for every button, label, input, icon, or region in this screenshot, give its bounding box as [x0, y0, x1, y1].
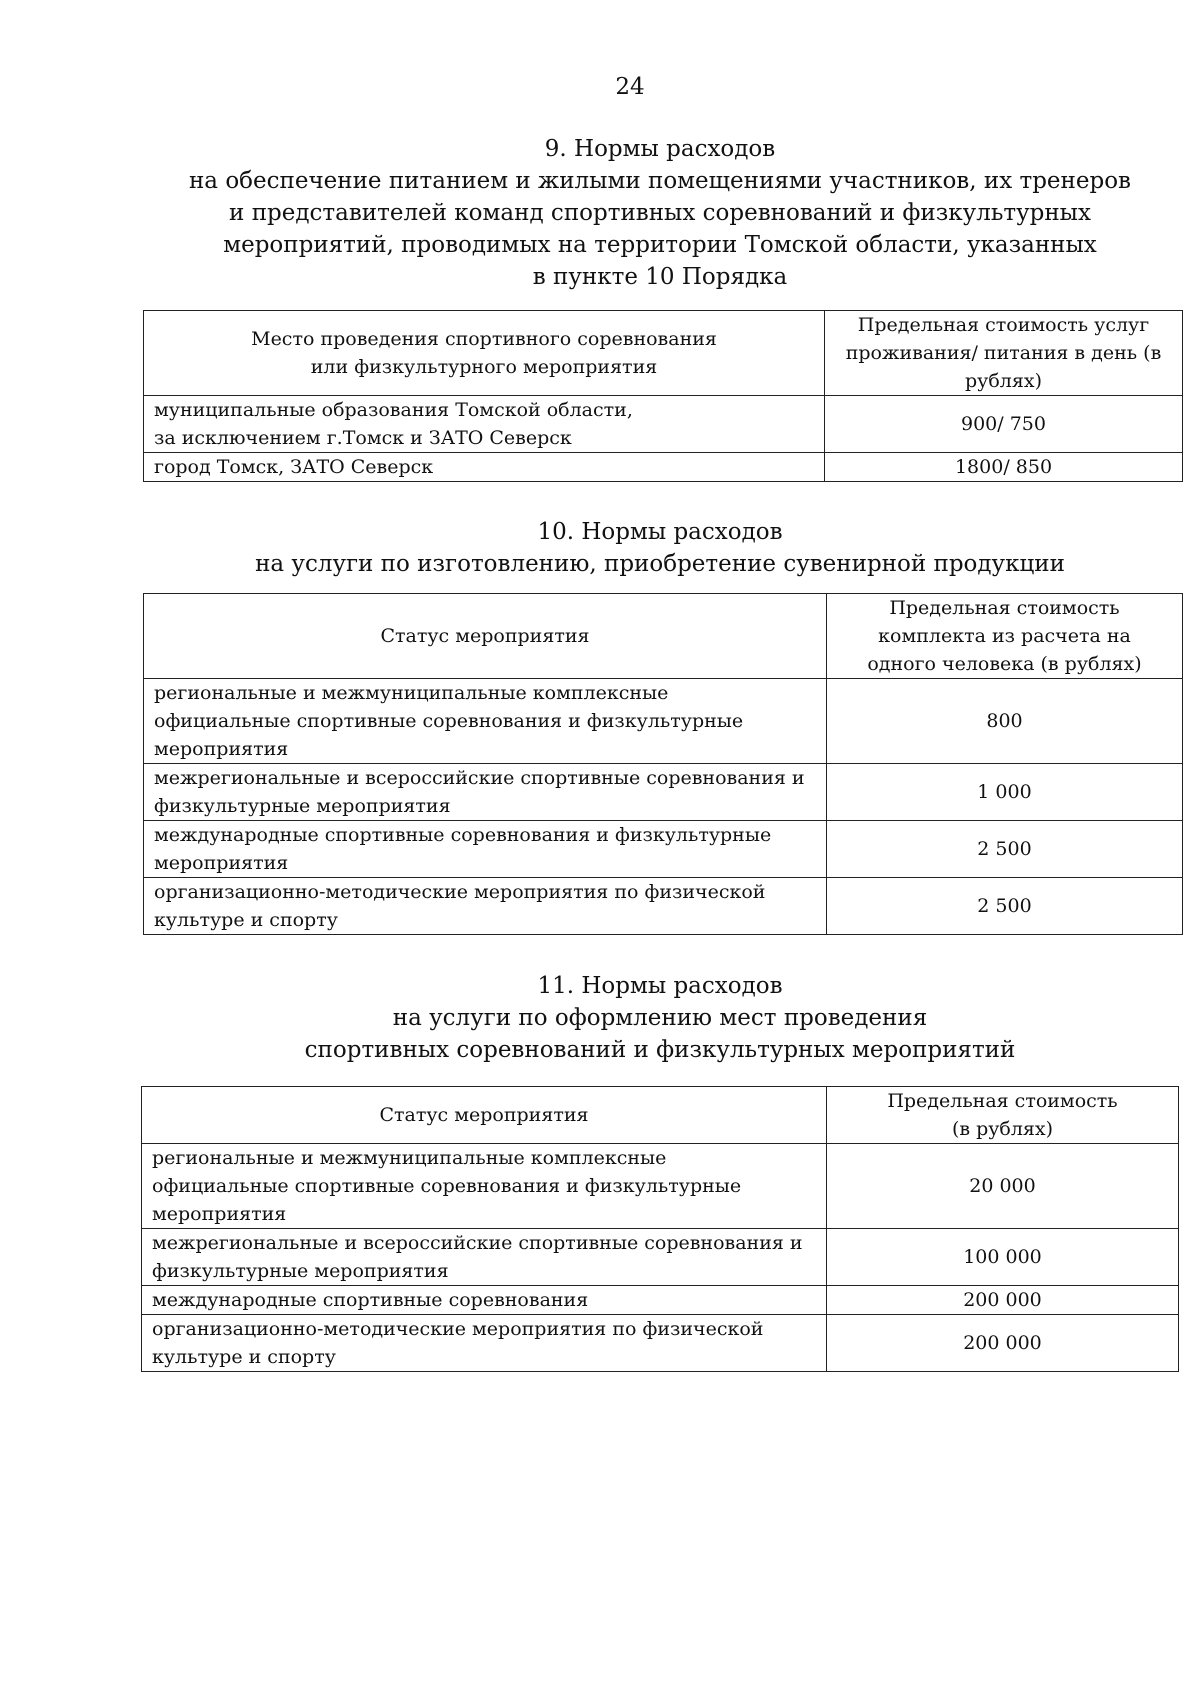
heading-line: в пункте 10 Порядка: [532, 264, 788, 290]
table-row: [142, 1229, 1179, 1286]
heading-line: мероприятий, проводимых на территории Томской области, указанных: [223, 232, 1097, 258]
label-line: региональные и межмуниципальные комплексные: [154, 682, 669, 704]
label-line: физкультурные мероприятия: [152, 1260, 449, 1282]
label-line: культуре и спорту: [152, 1346, 336, 1368]
column-header-cost: [825, 311, 1183, 396]
label-line: официальные спортивные соревнования и физкультурные: [154, 710, 744, 732]
row-label: [142, 1229, 827, 1286]
column-header-place: [144, 311, 825, 396]
row-label: [142, 1315, 827, 1372]
heading-line: на обеспечение питанием и жилыми помещениями участников, их тренеров: [188, 168, 1132, 194]
row-label: [144, 764, 827, 821]
label-line: организационно-методические мероприятия по физической: [152, 1318, 764, 1340]
section-11-table: [141, 1086, 1179, 1372]
label-line: за исключением г.Томск и ЗАТО Северск: [154, 427, 572, 449]
row-value: 2 500: [827, 821, 1183, 878]
section-9-heading: [145, 133, 1175, 293]
heading-line: 11. Нормы расходов: [537, 973, 783, 999]
row-value: 800: [827, 679, 1183, 764]
header-line: Предельная стоимость услуг: [857, 314, 1150, 336]
page-number: 24: [615, 74, 645, 100]
table-header-row: [144, 594, 1183, 679]
row-label: [144, 396, 825, 453]
label-line: региональные и межмуниципальные комплексные: [152, 1147, 667, 1169]
table-row: [144, 679, 1183, 764]
label-line: культуре и спорту: [154, 909, 338, 931]
row-value: 1800/ 850: [825, 453, 1183, 482]
table-row: [142, 1315, 1179, 1372]
table-row: [144, 764, 1183, 821]
table-row: [144, 878, 1183, 935]
column-header-cost: [827, 594, 1183, 679]
heading-line: спортивных соревнований и физкультурных мероприятий: [304, 1037, 1016, 1063]
row-label: [144, 679, 827, 764]
row-value: 200 000: [827, 1315, 1179, 1372]
header-line: одного человека (в рублях): [867, 653, 1142, 675]
row-value: 900/ 750: [825, 396, 1183, 453]
label-line: официальные спортивные соревнования и физкультурные: [152, 1175, 742, 1197]
heading-line: на услуги по оформлению мест проведения: [392, 1005, 928, 1031]
label-line: физкультурные мероприятия: [154, 795, 451, 817]
header-line: Статус мероприятия: [380, 625, 590, 647]
table-row: [144, 821, 1183, 878]
header-line: Предельная стоимость: [887, 1090, 1118, 1112]
header-line: или физкультурного мероприятия: [310, 356, 658, 378]
label-line: мероприятия: [154, 738, 289, 760]
row-label: [142, 1144, 827, 1229]
header-line: Статус мероприятия: [379, 1104, 589, 1126]
table-row: [142, 1144, 1179, 1229]
row-value: 20 000: [827, 1144, 1179, 1229]
column-header-cost: [827, 1087, 1179, 1144]
label-line: международные спортивные соревнования: [152, 1289, 589, 1311]
row-label: [144, 821, 827, 878]
label-line: мероприятия: [152, 1203, 287, 1225]
header-line: проживания/ питания в день (в: [845, 342, 1162, 364]
heading-line: и представителей команд спортивных соревнований и физкультурных: [229, 200, 1091, 226]
table-row: [144, 453, 1183, 482]
row-value: 1 000: [827, 764, 1183, 821]
header-line: Место проведения спортивного соревнования: [251, 328, 717, 350]
table-header-row: [142, 1087, 1179, 1144]
label-line: муниципальные образования Томской области,: [154, 399, 633, 421]
table-row: [144, 396, 1183, 453]
row-value: 2 500: [827, 878, 1183, 935]
heading-line: 9. Нормы расходов: [544, 136, 776, 162]
label-line: организационно-методические мероприятия по физической: [154, 881, 766, 903]
column-header-status: [144, 594, 827, 679]
label-line: мероприятия: [154, 852, 289, 874]
table-row: [142, 1286, 1179, 1315]
row-label: [142, 1286, 827, 1315]
heading-line: 10. Нормы расходов: [537, 519, 783, 545]
row-value: 100 000: [827, 1229, 1179, 1286]
header-line: Предельная стоимость: [889, 597, 1120, 619]
header-line: комплекта из расчета на: [878, 625, 1131, 647]
row-value: 200 000: [827, 1286, 1179, 1315]
section-9-table: [143, 310, 1183, 482]
table-header-row: [144, 311, 1183, 396]
section-10-table: [143, 593, 1183, 935]
row-label: [144, 453, 825, 482]
label-line: межрегиональные и всероссийские спортивные соревнования и: [154, 767, 805, 789]
row-label: [144, 878, 827, 935]
label-line: межрегиональные и всероссийские спортивные соревнования и: [152, 1232, 803, 1254]
column-header-status: [142, 1087, 827, 1144]
header-line: рублях): [965, 370, 1042, 392]
label-line: город Томск, ЗАТО Северск: [154, 456, 434, 478]
section-10-heading: [145, 516, 1175, 580]
heading-line: на услуги по изготовлению, приобретение сувенирной продукции: [255, 551, 1065, 577]
section-11-heading: [145, 970, 1175, 1066]
header-line: (в рублях): [951, 1118, 1054, 1140]
label-line: международные спортивные соревнования и физкультурные: [154, 824, 772, 846]
